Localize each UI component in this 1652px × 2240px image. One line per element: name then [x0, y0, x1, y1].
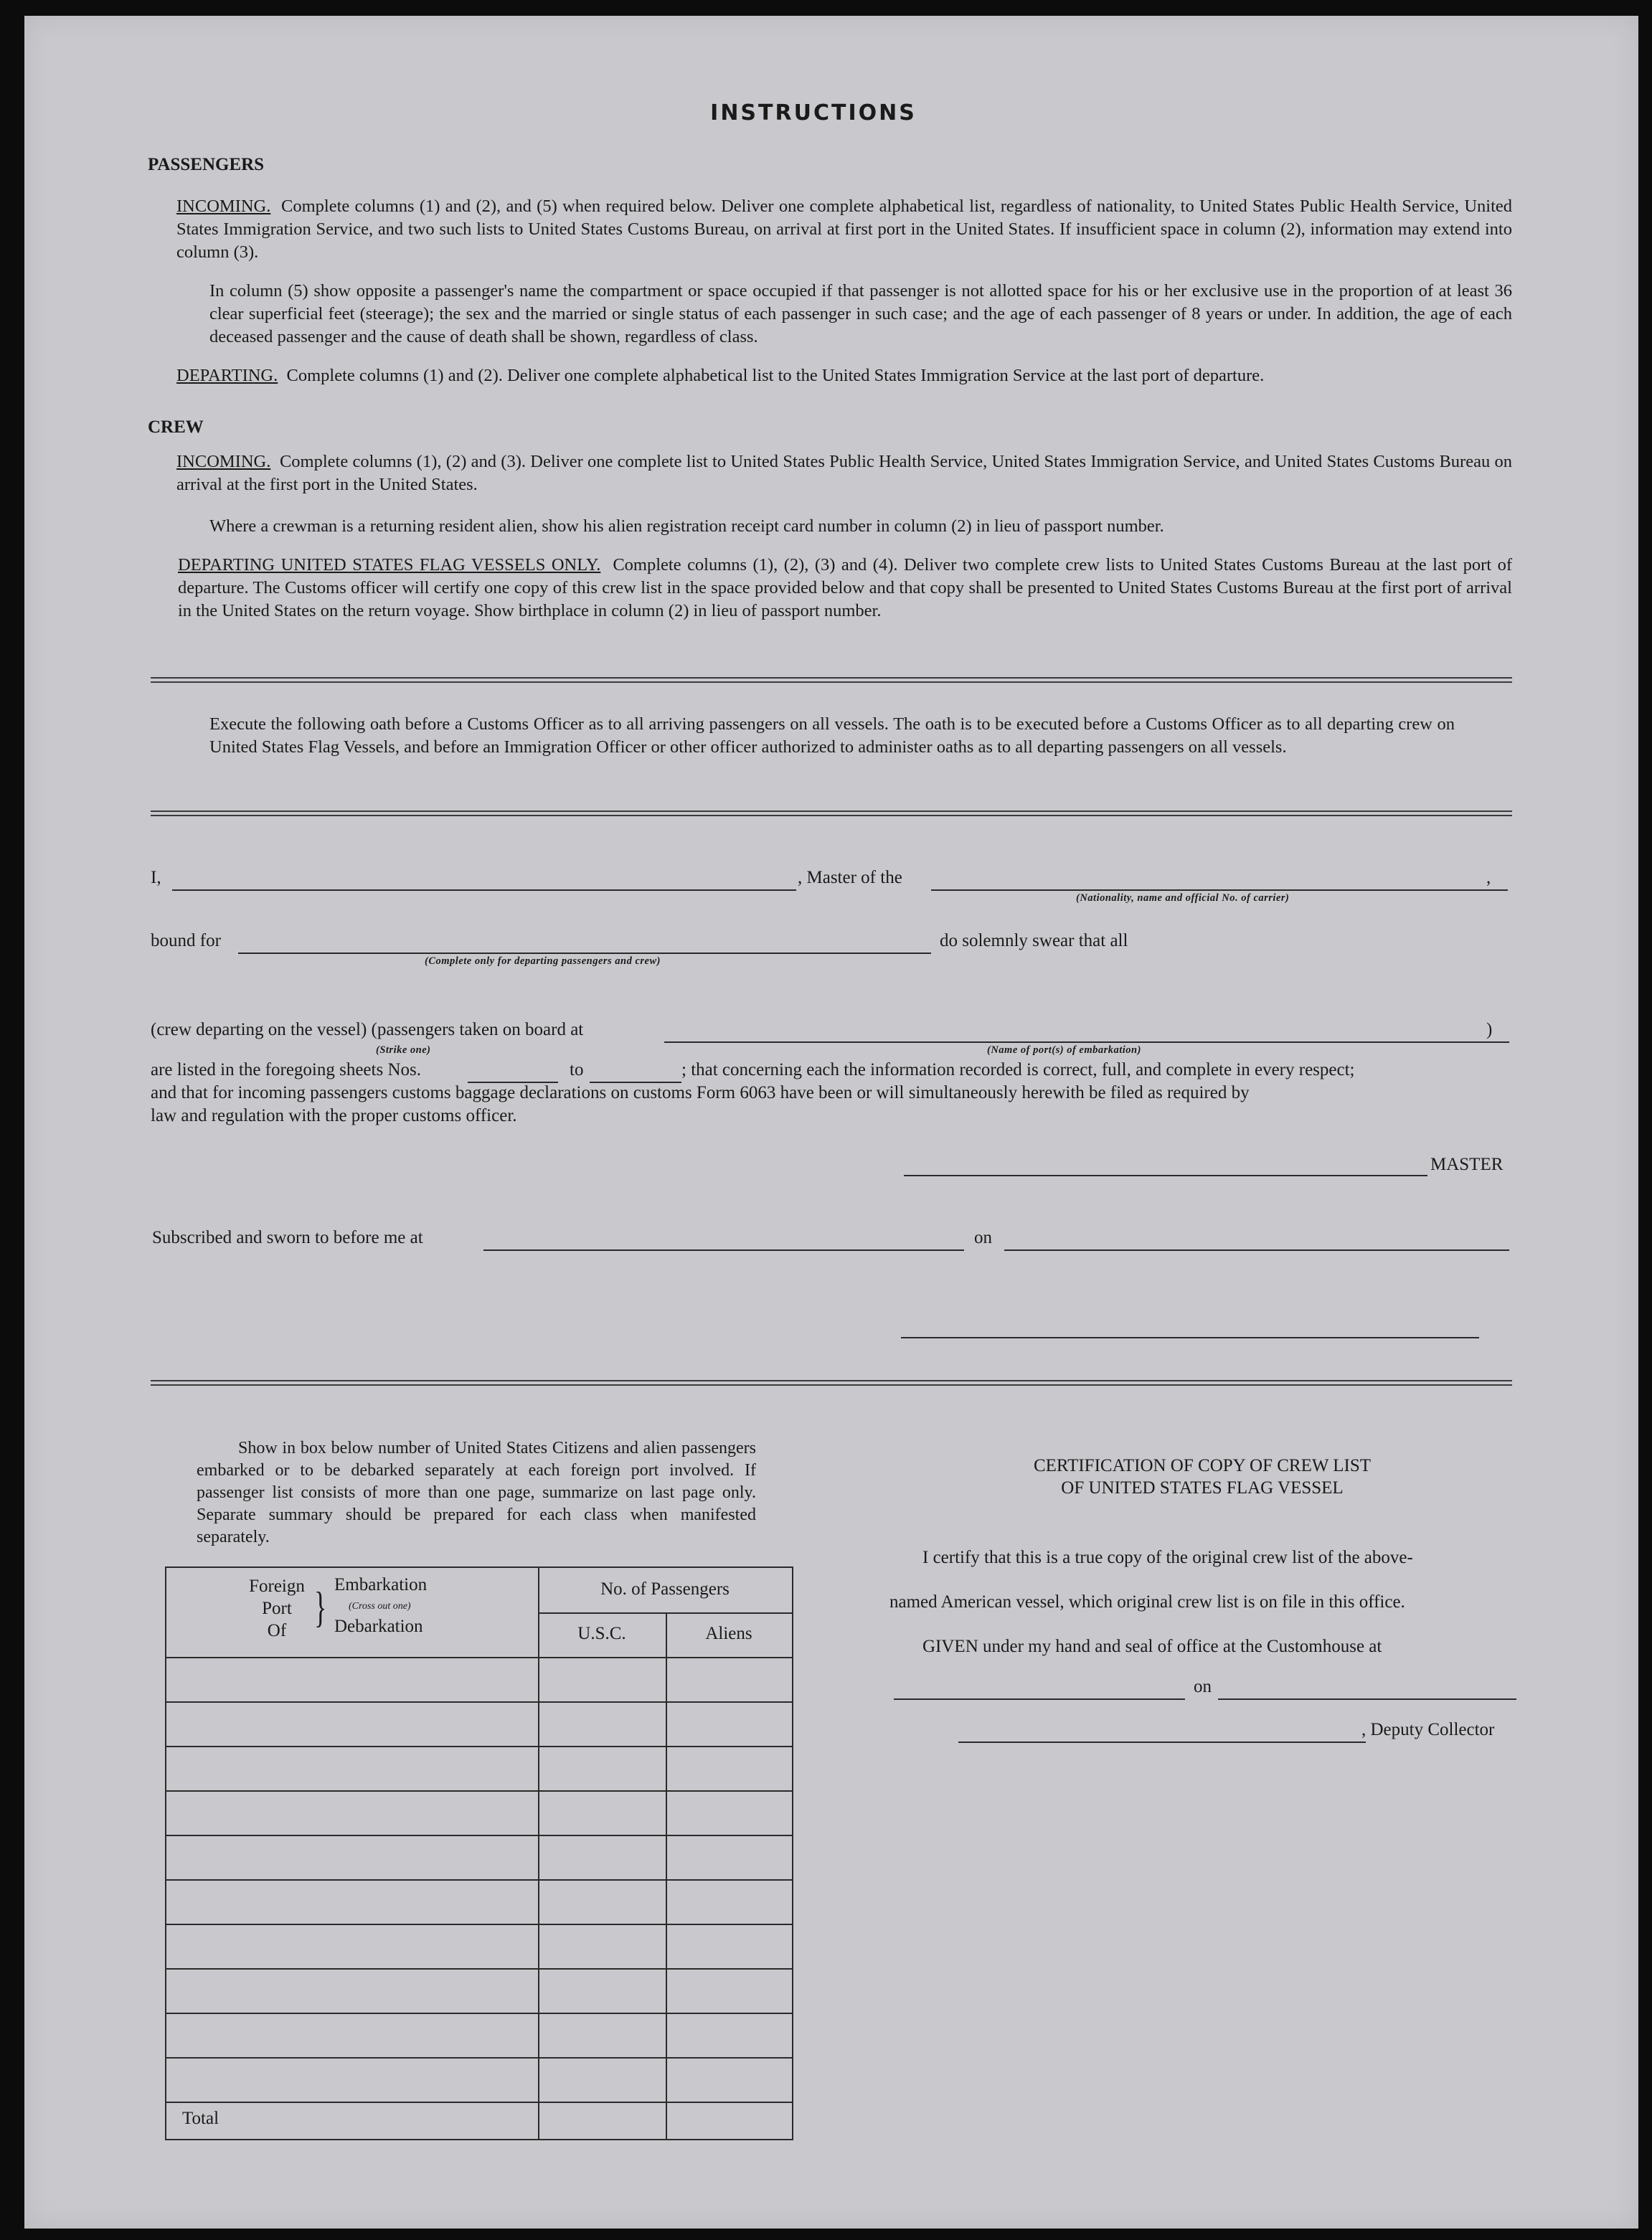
oath-comma: , — [1486, 868, 1491, 887]
port-caption: (Name of port(s) of embarkation) — [987, 1044, 1141, 1056]
strike-caption: (Strike one) — [376, 1044, 431, 1056]
crew-resident-paragraph: Where a crewman is a returning resident alien, show his alien registration receipt card number in column (2) in lieu of passport number. — [209, 516, 1164, 536]
certification-date-field[interactable] — [1218, 1698, 1516, 1700]
oath-on: on — [974, 1228, 992, 1247]
sworn-place-field[interactable] — [483, 1249, 964, 1251]
oath-close-paren: ) — [1486, 1020, 1493, 1039]
oath-subscribed: Subscribed and sworn to before me at — [152, 1228, 423, 1247]
crew-departing-label: DEPARTING UNITED STATES FLAG VESSELS ONLY. — [178, 555, 601, 575]
crew-heading: CREW — [148, 417, 204, 437]
table-row — [166, 1879, 792, 1881]
divider-rule — [151, 1384, 1512, 1386]
passengers-heading: PASSENGERS — [148, 155, 265, 174]
table-row — [166, 1835, 792, 1836]
bound-for-field[interactable] — [238, 953, 931, 954]
oath-bound-for: bound for — [151, 931, 221, 950]
col-usc: U.S.C. — [577, 1624, 626, 1643]
passengers-column5-paragraph: In column (5) show opposite a passenger's name the compartment or space occupied if that passenger is not allotted space for his or her exclusive use in the proportion of at least 36 clear superficial feet (steerage); the sex and the married or single status of each passenger in such case; and the age of each passenger of 8 years or under. In addition, the age of each deceased passenger and the cause of death shall be shown, regardless of class. — [209, 281, 1512, 346]
nationality-caption: (Nationality, name and official No. of carrier) — [1076, 892, 1290, 904]
oath-listed-b: ; that concerning each the information recorded is correct, full, and complete in every respect; — [681, 1060, 1355, 1079]
embarkation-port-field[interactable] — [664, 1041, 1509, 1043]
crew-incoming-paragraph — [176, 450, 1512, 496]
passengers-incoming-text: Complete columns (1) and (2), and (5) when required below. Deliver one complete alphabetical list, regardless of nationality, to United States Public Health Service, United States Immigration Service, and two such lists to United States Customs Bureau, on arrival at first port in the United States. If insufficient space in column (2), information may extend into column (3). — [176, 197, 1513, 262]
passenger-summary-table — [165, 1566, 793, 2140]
summary-instructions: Show in box below number of United States Citizens and alien passengers embarked or to be debarked separately at each foreign port involved. If passenger list consists of more than one page, summarize on last page only. Separate summary should be prepared for each class when manifested separately. — [197, 1439, 756, 1546]
crew-departing-text: Complete columns (1), (2), (3) and (4). Deliver two complete crew lists to United States Customs Bureau at the last port of departure. The Customs officer will certify one copy of this crew list in the space provided below and that copy shall be presented to United States Customs Bureau at the first port of arrival in the United States on the return voyage. Show birthplace in column (2) in lieu of passport number. — [178, 555, 1512, 620]
bound-caption: (Complete only for departing passengers and crew) — [425, 955, 661, 967]
passengers-incoming-label: INCOMING. — [176, 197, 271, 216]
divider-rule — [151, 681, 1512, 683]
certify-line2: named American vessel, which original crew list is on file in this office. — [889, 1592, 1405, 1612]
certification-title-line1: CERTIFICATION OF COPY OF CREW LIST — [1033, 1456, 1372, 1475]
oath-i-label: I, — [151, 868, 161, 887]
col-no-passengers: No. of Passengers — [600, 1579, 730, 1599]
col-foreign-port-of — [241, 1575, 313, 1642]
total-label: Total — [182, 2109, 220, 2128]
crew-incoming-text: Complete columns (1), (2) and (3). Deliver one complete list to United States Public Health Service, United States Immigration Service, and United States Customs Bureau on arrival at the first port in the United States. — [176, 452, 1513, 494]
divider-rule — [151, 815, 1512, 816]
officer-signature-field[interactable] — [901, 1337, 1479, 1338]
table-header-bottom — [166, 1657, 792, 1658]
col-debarkation: Debarkation — [334, 1617, 423, 1636]
table-row — [166, 1968, 792, 1970]
certification-title — [872, 1455, 1532, 1499]
master-name-field[interactable] — [172, 889, 796, 891]
table-row — [166, 1701, 792, 1703]
divider-rule — [151, 811, 1512, 812]
divider-rule — [151, 1380, 1512, 1381]
oath-listed-line3: law and regulation with the proper customs officer. — [151, 1106, 517, 1125]
certification-on: on — [1194, 1677, 1212, 1696]
crew-departing-paragraph — [178, 554, 1512, 623]
form-sheet — [24, 16, 1638, 2229]
master-signature-field[interactable] — [904, 1175, 1427, 1176]
table-row — [166, 1790, 792, 1792]
oath-instructions: Execute the following oath before a Customs Officer as to all arriving passengers on all vessels. The oath is to be executed before a Customs Officer as to all departing crew on United States Flag Vessels, and before an Immigration Officer or other officer authorized to administer oaths as to all departing passengers on all vessels. — [209, 714, 1455, 757]
certify-line1: I certify that this is a true copy of the original crew list of the above- — [922, 1548, 1413, 1567]
col-aliens: Aliens — [705, 1624, 752, 1643]
crew-incoming-label: INCOMING. — [176, 452, 271, 471]
page-title: INSTRUCTIONS — [710, 100, 917, 126]
master-label: MASTER — [1430, 1155, 1504, 1174]
table-header-divider — [538, 1612, 792, 1614]
brace-icon: } — [314, 1584, 327, 1631]
passengers-departing-label: DEPARTING. — [176, 366, 278, 385]
table-row — [166, 2013, 792, 2014]
carrier-field[interactable] — [931, 889, 1508, 891]
customhouse-field[interactable] — [894, 1698, 1185, 1700]
col-embarkation: Embarkation — [334, 1575, 428, 1594]
col-foreign-3: Of — [267, 1621, 287, 1640]
certification-title-line2: OF UNITED STATES FLAG VESSEL — [1061, 1478, 1344, 1498]
passengers-incoming-paragraph — [176, 195, 1512, 264]
col-foreign-2: Port — [262, 1599, 292, 1618]
col-cross-out: (Cross out one) — [349, 1601, 411, 1612]
table-column-divider — [538, 1568, 539, 2139]
oath-listed-to: to — [570, 1060, 584, 1079]
passengers-departing-text: Complete columns (1) and (2). Deliver one complete alphabetical list to the United States Immigration Service at the last port of departure. — [286, 366, 1265, 385]
passengers-departing-paragraph — [176, 364, 1512, 387]
table-column-divider — [666, 1612, 667, 2139]
oath-listed-line2: and that for incoming passengers customs baggage declarations on customs Form 6063 have been or will simultaneously herewith be filed as required by — [151, 1083, 1250, 1102]
sworn-date-field[interactable] — [1004, 1249, 1509, 1251]
certify-given: GIVEN under my hand and seal of office at the Customhouse at — [922, 1637, 1382, 1656]
oath-crew-departing: (crew departing on the vessel) (passengers taken on board at — [151, 1020, 584, 1039]
oath-listed-a: are listed in the foregoing sheets Nos. — [151, 1060, 421, 1079]
deputy-collector-signature-field[interactable] — [958, 1742, 1366, 1743]
table-row — [166, 1746, 792, 1747]
col-foreign-1: Foreign — [249, 1577, 305, 1596]
oath-swear: do solemnly swear that all — [940, 931, 1128, 950]
table-row — [166, 1924, 792, 1925]
divider-rule — [151, 677, 1512, 679]
oath-master-of: , Master of the — [798, 868, 902, 887]
table-row — [166, 2057, 792, 2059]
table-row — [166, 2102, 792, 2103]
deputy-collector-label: , Deputy Collector — [1361, 1720, 1495, 1739]
